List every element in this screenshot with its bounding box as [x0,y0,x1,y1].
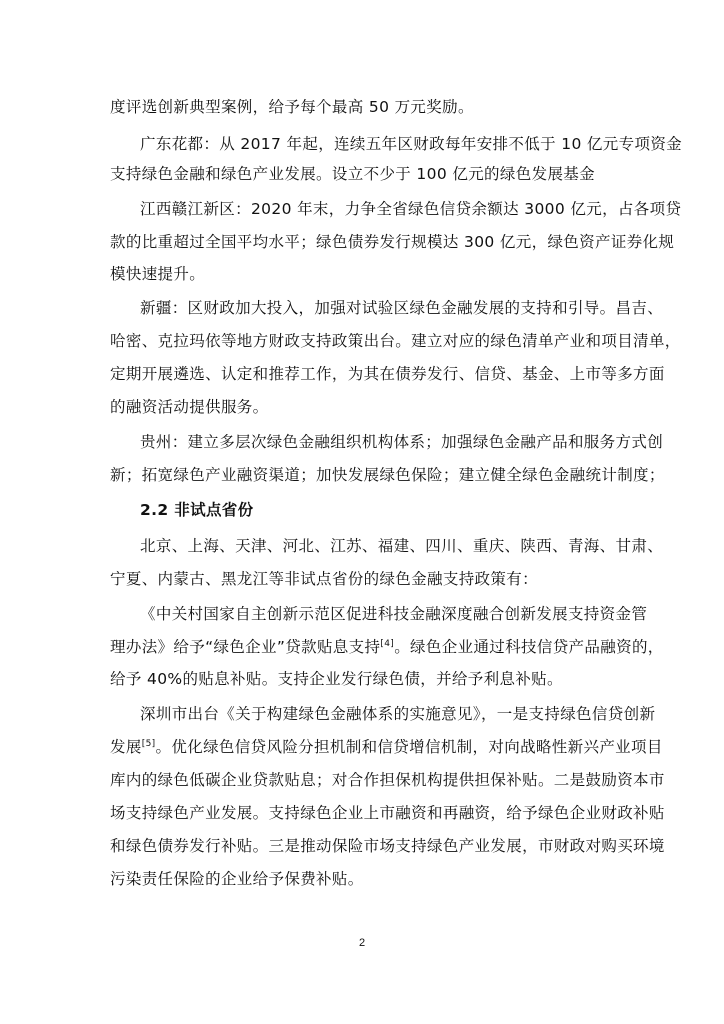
text-run: 发展 [110,738,142,756]
paragraph-line: 宁夏、内蒙古、黑龙江等非试点省份的绿色金融支持政策有： [110,570,538,588]
paragraph-line: 江西赣江新区：2020 年末，力争全省绿色信贷余额达 3000 亿元，占各项贷 [140,200,682,218]
paragraph-line: 模快速提升。 [110,265,206,283]
paragraph-line: 场支持绿色产业发展。支持绿色企业上市融资和再融资，给予绿色企业财政补贴 [110,804,665,822]
paragraph-line: 库内的绿色低碳企业贷款贴息；对合作担保机构提供担保补贴。二是鼓励资本市 [110,771,665,789]
paragraph-line: 的融资活动提供服务。 [110,398,269,416]
paragraph-line: 新；拓宽绿色产业融资渠道；加快发展绿色保险；建立健全绿色金融统计制度； [110,466,665,484]
paragraph-line: 广东花都：从 2017 年起，连续五年区财政每年安排不低于 10 亿元专项资金 [140,135,683,153]
paragraph-line: 深圳市出台《关于构建绿色金融体系的实施意见》，一是支持绿色信贷创新 [140,705,656,723]
paragraph-line: 度评选创新典型案例，给予每个最高 50 万元奖励。 [110,98,474,116]
paragraph-line: 贵州：建立多层次绿色金融组织机构体系；加强绿色金融产品和服务方式创 [140,433,664,451]
citation-ref[interactable]: [4] [380,639,395,649]
paragraph-line: 污染责任保险的企业给予保费补贴。 [110,870,364,888]
paragraph-line: 《中关村国家自主创新示范区促进科技金融深度融合创新发展支持资金管 [140,605,648,623]
paragraph-line [110,637,664,657]
text-run: 。绿色企业通过科技信贷产品融资的， [394,638,664,656]
paragraph-line: 支持绿色金融和绿色产业发展。设立不少于 100 亿元的绿色发展基金 [110,165,595,183]
paragraph-line: 和绿色债券发行补贴。三是推动保险市场支持绿色产业发展，市财政对购买环境 [110,837,665,855]
paragraph-line [110,737,663,757]
citation-ref[interactable]: [5] [141,739,156,749]
paragraph-line: 北京、上海、天津、河北、江苏、福建、四川、重庆、陕西、青海、甘肃、 [140,537,664,555]
page-number: 2 [358,937,366,949]
text-run: 理办法》给予“绿色企业”贷款贴息支持 [110,638,381,656]
section-heading: 2.2 非试点省份 [140,501,254,519]
paragraph-line: 定期开展遴选、认定和推荐工作，为其在债券发行、信贷、基金、上市等多方面 [110,365,665,383]
paragraph-line: 新疆：区财政加大投入，加强对试验区绿色金融发展的支持和引导。昌吉、 [140,299,664,317]
text-run: 。优化绿色信贷风险分担机制和信贷增信机制，对向战略性新兴产业项目 [155,738,663,756]
paragraph-line: 给予 40%的贴息补贴。支持企业发行绿色债，并给予利息补贴。 [110,670,563,688]
paragraph-line: 哈密、克拉玛依等地方财政支持政策出台。建立对应的绿色清单产业和项目清单， [110,332,681,350]
paragraph-line: 款的比重超过全国平均水平；绿色债券发行规模达 300 亿元，绿色资产证券化规 [110,233,675,251]
